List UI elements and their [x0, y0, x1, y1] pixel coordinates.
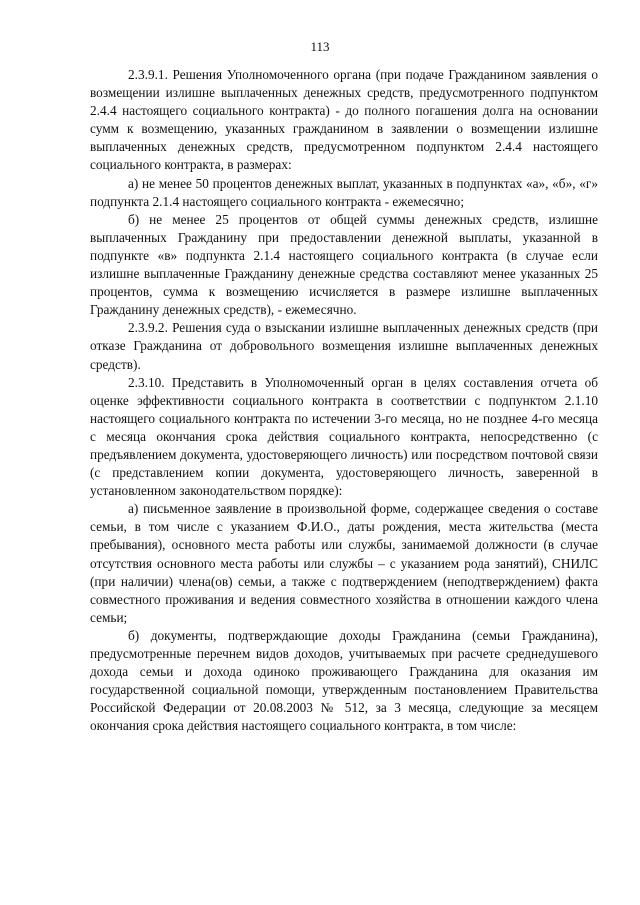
paragraph-2-3-9-2: 2.3.9.2. Решения суда о взыскании излишне выплаченных денежных средств (при отказе Гражданина от добровольного возмещения излишне выплаченных денежных средств). — [90, 320, 598, 372]
paragraph-item-a-statement: а) письменное заявление в произвольной форме, содержащее сведения о составе семьи, в том числе с указанием Ф.И.О., даты рождения, места жительства (места пребывания), основного места работы или службы, занимаемой должности (в случае отсутствия основного места работы или службы – с указанием рода занятий), СНИЛС (при наличии) члена(ов) семьи, а также с подтверждением (неподтверждением) факта совместного проживания и ведения совместного хозяйства в отношении каждого члена семьи; — [90, 501, 598, 625]
document-body — [90, 66, 598, 735]
paragraph-item-b-25-percent: б) не менее 25 процентов от общей суммы денежных средств, излишне выплаченных Гражданину при предоставлении денежной выплаты, указанной в подпункте «в» подпункта 2.1.4 настоящего социального контракта (в случае если излишне выплаченные Гражданину денежные средства составляют менее указанных 25 процентов, сумма к возмещению исчисляется в размере излишне выплаченных Гражданину денежных средств), - ежемесячно. — [90, 211, 598, 318]
page-number: 113 — [310, 39, 330, 54]
paragraph-2-3-9-1: 2.3.9.1. Решения Уполномоченного органа (при подаче Гражданином заявления о возмещении излишне выплаченных денежных средств, предусмотренного подпунктом 2.4.4 настоящего социального контракта) - до полного погашения долга на основании сумм к возмещению, указанных гражданином в заявлении о возмещении излишне выплаченных денежных средств, предусмотренном подпунктом 2.4.4 настоящего социального контракта, в размерах: — [90, 67, 598, 173]
paragraph-2-3-10: 2.3.10. Представить в Уполномоченный орган в целях составления отчета об оценке эффективности социального контракта в соответствии с подпунктом 2.1.10 настоящего социального контракта по истечении 3-го месяца, но не позднее 4-го месяца с месяца окончания срока действия социального контракта, непосредственно (с предъявлением документа, удостоверяющего личность) или посредством почтовой связи (с представлением копии документа, удостоверяющего личность, заверенной в установленном законодательством порядке): — [90, 374, 598, 499]
paragraph-item-b-documents: б) документы, подтверждающие доходы Гражданина (семьи Гражданина), предусмотренные перечнем видов доходов, учитываемых при расчете среднедушевого дохода семьи и дохода одиноко проживающего Гражданина для оказания им государственной социальной помощи, утвержденным постановлением Правительства Российской Федерации от 20.08.2003 № 512, за 3 месяца, следующие за месяцем окончания срока действия настоящего социального контракта, в том числе: — [90, 627, 598, 734]
paragraph-item-a-50-percent: а) не менее 50 процентов денежных выплат, указанных в подпунктах «а», «б», «г» подпункта 2.1.4 настоящего социального контракта - ежемесячно; — [90, 175, 598, 209]
